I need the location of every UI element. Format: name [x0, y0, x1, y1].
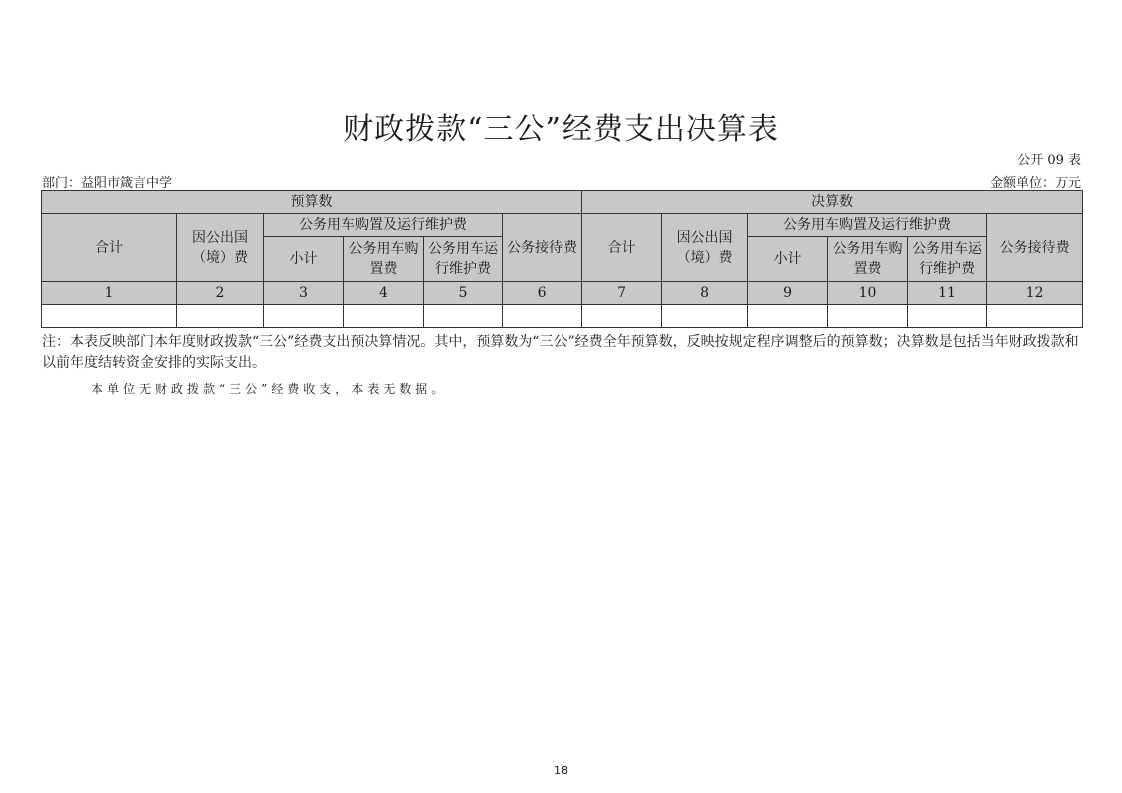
budget-purchase-header: 公务用车购 置费 [344, 237, 424, 282]
budget-group-header: 预算数 [42, 191, 582, 214]
final-abroad-header: 因公出国 （境）费 [662, 214, 748, 282]
table-note: 注：本表反映部门本年度财政拨款“三公”经费支出预决算情况。其中，预算数为“三公”经费全年预算数，反映按规定程序调整后的预算数；决算数是包括当年财政拨款和以前年度结转资金安排的实际支出。 [42, 334, 1079, 371]
final-total-header: 合计 [582, 214, 662, 282]
budget-subtotal-header: 小计 [264, 237, 344, 282]
final-purchase-header: 公务用车购 置费 [828, 237, 908, 282]
expenditure-table [41, 190, 1083, 328]
budget-reception-header: 公务接待费 [503, 214, 582, 282]
budget-total-header: 合计 [42, 214, 177, 282]
data-cell [264, 305, 344, 328]
page-number: 18 [554, 764, 568, 777]
data-cell [42, 305, 177, 328]
data-cell [662, 305, 748, 328]
column-number-row [42, 282, 1083, 305]
final-subtotal-header: 小计 [748, 237, 828, 282]
column-number: 7 [582, 282, 662, 305]
final-reception-header: 公务接待费 [987, 214, 1083, 282]
data-cell [987, 305, 1083, 328]
column-number: 5 [424, 282, 503, 305]
final-operation-header: 公务用车运 行维护费 [908, 237, 987, 282]
column-number: 4 [344, 282, 424, 305]
data-cell [177, 305, 264, 328]
form-number: 公开 09 表 [1017, 153, 1081, 168]
column-number: 10 [828, 282, 908, 305]
column-number: 11 [908, 282, 987, 305]
data-cell [424, 305, 503, 328]
budget-vehicle-header: 公务用车购置及运行维护费 [264, 214, 503, 237]
amount-unit-label: 金额单位：万元 [989, 176, 1081, 191]
no-data-statement: 本单位无财政拨款“三公”经费收支，本表无数据。 [91, 382, 448, 396]
column-number: 3 [264, 282, 344, 305]
data-cell [503, 305, 582, 328]
data-cell [908, 305, 987, 328]
column-number: 8 [662, 282, 748, 305]
column-number: 6 [503, 282, 582, 305]
report-title: 财政拨款“三公”经费支出决算表 [343, 112, 779, 147]
column-number: 2 [177, 282, 264, 305]
data-cell [344, 305, 424, 328]
budget-operation-header: 公务用车运 行维护费 [424, 237, 503, 282]
data-cell [748, 305, 828, 328]
column-number: 9 [748, 282, 828, 305]
final-group-header: 决算数 [582, 191, 1083, 214]
data-cell [828, 305, 908, 328]
column-number: 1 [42, 282, 177, 305]
budget-abroad-header: 因公出国 （境）费 [177, 214, 264, 282]
table-row [42, 305, 1083, 328]
column-number: 12 [987, 282, 1083, 305]
data-cell [582, 305, 662, 328]
department-label: 部门：益阳市箴言中学 [42, 176, 173, 191]
final-vehicle-header: 公务用车购置及运行维护费 [748, 214, 987, 237]
